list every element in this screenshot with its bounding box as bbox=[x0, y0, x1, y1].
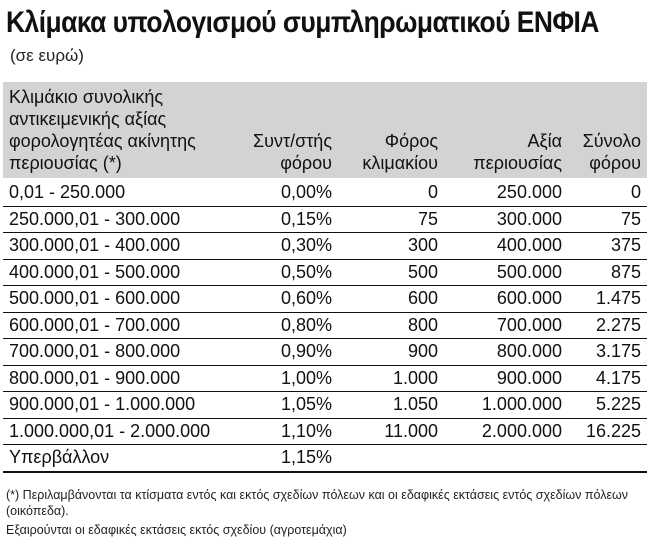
property-value-cell: 1.000.000 bbox=[444, 392, 568, 419]
bracket-cell: 300.000,01 - 400.000 bbox=[3, 233, 242, 260]
total-tax-cell: 2.275 bbox=[568, 312, 647, 339]
bracket-cell: 1.000.000,01 - 2.000.000 bbox=[3, 418, 242, 445]
table-header-row bbox=[3, 82, 647, 179]
property-value-cell: 2.000.000 bbox=[444, 418, 568, 445]
bracket-tax-cell: 300 bbox=[338, 233, 444, 260]
tax-scale-table bbox=[3, 82, 647, 473]
rate-cell: 1,15% bbox=[242, 445, 338, 472]
property-value-cell: 900.000 bbox=[444, 365, 568, 392]
bracket-cell: 400.000,01 - 500.000 bbox=[3, 259, 242, 286]
table-row bbox=[3, 392, 647, 419]
bracket-tax-cell: 0 bbox=[338, 179, 444, 206]
total-tax-cell: 3.175 bbox=[568, 339, 647, 366]
column-header-rate: Συντ/στής φόρου bbox=[242, 82, 338, 179]
bracket-cell: 600.000,01 - 700.000 bbox=[3, 312, 242, 339]
table-row bbox=[3, 286, 647, 313]
total-tax-cell bbox=[568, 445, 647, 472]
bracket-tax-cell: 1.050 bbox=[338, 392, 444, 419]
column-header-total-tax: Σύνολο φόρου bbox=[568, 82, 647, 179]
table-row bbox=[3, 312, 647, 339]
rate-cell: 1,00% bbox=[242, 365, 338, 392]
column-header-bracket: Κλιμάκιο συνολικής αντικειμενικής αξίας φορολογητέας ακίνητης περιουσίας (*) bbox=[3, 82, 242, 179]
property-value-cell: 700.000 bbox=[444, 312, 568, 339]
total-tax-cell: 0 bbox=[568, 179, 647, 206]
bracket-cell: 900.000,01 - 1.000.000 bbox=[3, 392, 242, 419]
total-tax-cell: 16.225 bbox=[568, 418, 647, 445]
total-tax-cell: 75 bbox=[568, 206, 647, 233]
bracket-tax-cell: 75 bbox=[338, 206, 444, 233]
property-value-cell: 300.000 bbox=[444, 206, 568, 233]
total-tax-cell: 5.225 bbox=[568, 392, 647, 419]
property-value-cell: 400.000 bbox=[444, 233, 568, 260]
total-tax-cell: 1.475 bbox=[568, 286, 647, 313]
table-row bbox=[3, 418, 647, 445]
exclusion-note: Εξαιρούνται οι εδαφικές εκτάσεις εκτός σχεδίου (αγροτεμάχια) bbox=[6, 523, 347, 537]
rate-cell: 0,50% bbox=[242, 259, 338, 286]
property-value-cell: 600.000 bbox=[444, 286, 568, 313]
bracket-tax-cell: 900 bbox=[338, 339, 444, 366]
footnote-text: (*) Περιλαμβάνονται τα κτίσματα εντός και εκτός σχεδίων πόλεων και οι εδαφικές εκτάσεις εντός σχεδίων πόλεων (οικόπεδα). bbox=[6, 488, 629, 518]
bracket-tax-cell: 11.000 bbox=[338, 418, 444, 445]
total-tax-cell: 875 bbox=[568, 259, 647, 286]
bracket-tax-cell: 1.000 bbox=[338, 365, 444, 392]
bracket-cell: 250.000,01 - 300.000 bbox=[3, 206, 242, 233]
table-row bbox=[3, 233, 647, 260]
property-value-cell: 800.000 bbox=[444, 339, 568, 366]
table-row bbox=[3, 259, 647, 286]
table-row bbox=[3, 445, 647, 472]
property-value-cell bbox=[444, 445, 568, 472]
table-row bbox=[3, 339, 647, 366]
table-row bbox=[3, 179, 647, 206]
bracket-cell: Υπερβάλλον bbox=[3, 445, 242, 472]
property-value-cell: 500.000 bbox=[444, 259, 568, 286]
bracket-cell: 700.000,01 - 800.000 bbox=[3, 339, 242, 366]
rate-cell: 0,15% bbox=[242, 206, 338, 233]
bracket-tax-cell: 800 bbox=[338, 312, 444, 339]
total-tax-cell: 4.175 bbox=[568, 365, 647, 392]
rate-cell: 1,05% bbox=[242, 392, 338, 419]
table-row bbox=[3, 365, 647, 392]
column-header-property-value: Αξία περιουσίας bbox=[444, 82, 568, 179]
rate-cell: 0,90% bbox=[242, 339, 338, 366]
page-subtitle: (σε ευρώ) bbox=[10, 46, 84, 65]
bracket-cell: 800.000,01 - 900.000 bbox=[3, 365, 242, 392]
bracket-cell: 0,01 - 250.000 bbox=[3, 179, 242, 206]
rate-cell: 1,10% bbox=[242, 418, 338, 445]
bracket-cell: 500.000,01 - 600.000 bbox=[3, 286, 242, 313]
column-header-bracket-tax: Φόρος κλιμακίου bbox=[338, 82, 444, 179]
rate-cell: 0,60% bbox=[242, 286, 338, 313]
table-body bbox=[3, 179, 647, 472]
page-title: Κλίμακα υπολογισμού συμπληρωματικού ΕΝΦΙΑ bbox=[6, 6, 599, 39]
table-row bbox=[3, 206, 647, 233]
property-value-cell: 250.000 bbox=[444, 179, 568, 206]
bracket-tax-cell bbox=[338, 445, 444, 472]
bracket-tax-cell: 600 bbox=[338, 286, 444, 313]
footnotes bbox=[6, 487, 646, 538]
rate-cell: 0,30% bbox=[242, 233, 338, 260]
rate-cell: 0,80% bbox=[242, 312, 338, 339]
total-tax-cell: 375 bbox=[568, 233, 647, 260]
bracket-tax-cell: 500 bbox=[338, 259, 444, 286]
rate-cell: 0,00% bbox=[242, 179, 338, 206]
